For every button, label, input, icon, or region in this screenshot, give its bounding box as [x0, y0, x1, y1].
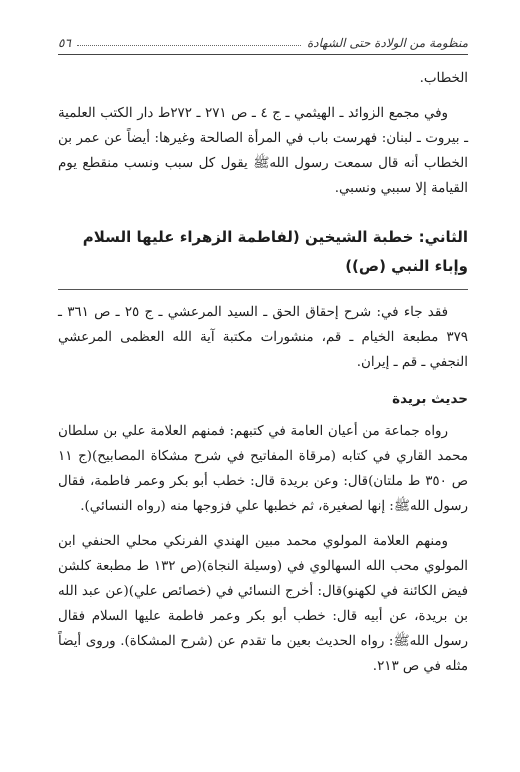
header-title: منظومة من الولادة حتى الشهادة — [307, 36, 468, 50]
section-rule — [58, 289, 468, 290]
page-number: ٥٦ — [58, 36, 71, 50]
paragraph-ihqaq-al-haqq: فقد جاء في: شرح إحقاق الحق ـ السيد المرعشي ـ ج ٢٥ ـ ص ٣٦١ ـ ٣٧٩ مطبعة الخيام ـ قم، منشورات مكتبة آية الله العظمى المرعشي النجفي ـ قم ـ إيران. — [58, 305, 468, 370]
paragraph-wasilat-al-najat: ومنهم العلامة المولوي محمد مبين الهندي الفرنكي محلي الحنفي ابن المولوي محب الله السهالوي في (وسيلة النجاة)(ص ١٣٢ ط مطبعة كلشن فيض الكائنة في لكهنو)قال: أخرج النسائي في (خصائص علي)(عن عبد الله بن بريدة، عن أبيه قال: خطب أبو بكر وعمر فاطمة عليها السلام فقال رسول اللهﷺ: رواه الحديث بعين ما تقدم عن (شرح المشكاة). وروى أيضاً مثله في ص ٢١٣. — [58, 534, 468, 674]
paragraph-continuation: الخطاب. — [419, 71, 468, 86]
paragraph-majma-al-zawaid: وفي مجمع الزوائد ـ الهيثمي ـ ج ٤ ـ ص ٢٧١ ـ ٢٧٢ط دار الكتب العلمية ـ بيروت ـ لبنان: فهرست باب في المرأة الصالحة وغيرها: أيضاً عن عمر بن الخطاب أنه قال سمعت رسول اللهﷺ يقول كل سبب ونسب منقطع يوم القيامة إلا سببي ونسبي. — [58, 106, 468, 196]
running-header — [58, 28, 468, 50]
section-heading: الثاني: خطبة الشيخين (لفاطمة الزهراء عليها السلام وإباء النبي (ص)) — [82, 228, 468, 275]
subsection-heading: حديث بريدة — [392, 391, 468, 407]
paragraph-mirqat: رواه جماعة من أعيان العامة في كتبهم: فمنهم العلامة علي بن سلطان محمد القاري في كتابه (مرقاة المفاتيح في شرح مشكاة المصابيح)(ج ١١ ص ٣٥٠ ط ملتان)قال: وعن بريدة قال: خطب أبو بكر وعمر فاطمة، فقال رسول اللهﷺ: إنها لصغيرة، ثم خطبها علي فزوجها منه (رواه النسائي). — [58, 424, 468, 514]
header-dot-leader — [77, 45, 301, 46]
page — [58, 28, 468, 744]
header-rule — [58, 54, 468, 55]
page-body — [58, 66, 468, 679]
